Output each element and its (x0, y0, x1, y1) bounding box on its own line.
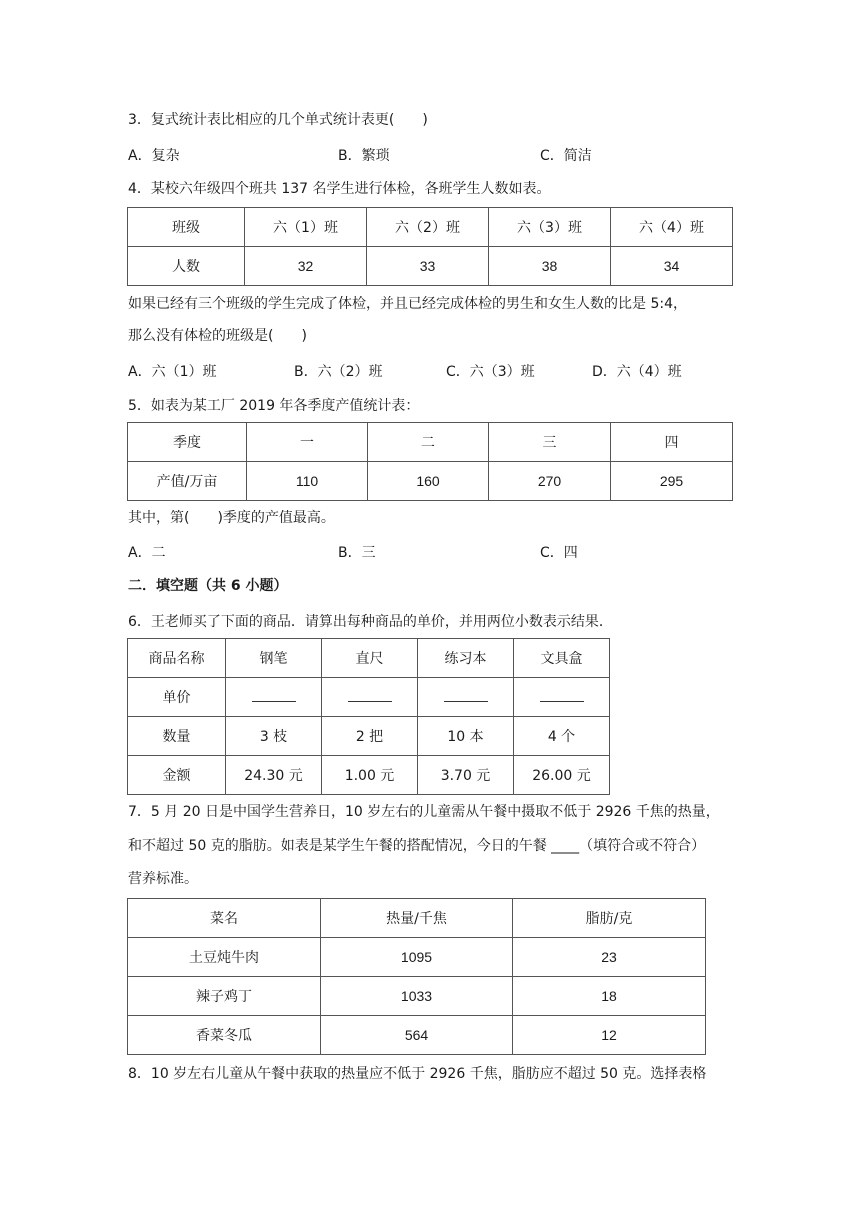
table-cell: 160 (368, 462, 489, 501)
table-cell: 3 枝 (226, 717, 322, 756)
q3-stem: 3．复式统计表比相应的几个单式统计表更( ) (128, 112, 428, 128)
table-cell: 金额 (128, 756, 226, 795)
table-header-cell: 六（1）班 (245, 208, 367, 247)
answer-blank[interactable] (418, 678, 514, 717)
q3-option-a: A．复杂 (128, 148, 180, 164)
table-cell: 32 (245, 247, 367, 286)
answer-blank[interactable] (226, 678, 322, 717)
table-header-cell: 二 (368, 423, 489, 462)
section-heading: 二．填空题（共 6 小题） (128, 578, 288, 594)
table-row (128, 977, 706, 1016)
table-header-cell: 文具盒 (514, 639, 610, 678)
table-cell: 1033 (321, 977, 513, 1016)
q5-text-1: 其中，第( )季度的产值最高。 (128, 510, 335, 526)
table-cell: 1095 (321, 938, 513, 977)
table-row (128, 208, 733, 247)
table-cell: 12 (513, 1016, 706, 1055)
q7-lunch-table (127, 898, 706, 1055)
table-row (128, 756, 610, 795)
table-header-cell: 一 (247, 423, 368, 462)
q4-option-b: B．六（2）班 (294, 364, 383, 380)
q3-option-b: B．繁琐 (338, 148, 390, 164)
table-cell: 34 (611, 247, 733, 286)
table-row (128, 423, 733, 462)
q4-option-a: A．六（1）班 (128, 364, 217, 380)
q4-text-1: 如果已经有三个班级的学生完成了体检，并且已经完成体检的男生和女生人数的比是 5:4， (128, 296, 687, 312)
answer-blank[interactable] (322, 678, 418, 717)
q8-line-1: 8．10 岁左右儿童从午餐中获取的热量应不低于 2926 千焦，脂肪应不超过 50 克。选择表格 (128, 1066, 707, 1082)
table-cell: 土豆炖牛肉 (128, 938, 321, 977)
table-header-cell: 直尺 (322, 639, 418, 678)
q6-stem: 6．王老师买了下面的商品．请算出每种商品的单价，并用两位小数表示结果． (128, 614, 613, 630)
table-header-cell: 钢笔 (226, 639, 322, 678)
table-header-cell: 商品名称 (128, 639, 226, 678)
table-row (128, 639, 610, 678)
table-header-cell: 六（4）班 (611, 208, 733, 247)
q7-line-2: 和不超过 50 克的脂肪。如表是某学生午餐的搭配情况，今日的午餐 ____（填符合或不符合） (128, 838, 706, 854)
q4-text-2: 那么没有体检的班级是( ) (128, 328, 307, 344)
table-cell: 18 (513, 977, 706, 1016)
table-cell: 数量 (128, 717, 226, 756)
table-cell: 3.70 元 (418, 756, 514, 795)
table-header-cell: 热量/千焦 (321, 899, 513, 938)
q4-option-c: C．六（3）班 (446, 364, 535, 380)
table-cell: 10 本 (418, 717, 514, 756)
q3-option-c: C．简洁 (540, 148, 592, 164)
table-cell: 23 (513, 938, 706, 977)
table-cell: 1.00 元 (322, 756, 418, 795)
q7-line-3: 营养标准。 (128, 871, 198, 887)
table-header-cell: 季度 (128, 423, 247, 462)
table-cell: 564 (321, 1016, 513, 1055)
q5-stem: 5．如表为某工厂 2019 年各季度产值统计表： (128, 398, 420, 414)
table-header-cell: 六（2）班 (367, 208, 489, 247)
table-header-cell: 班级 (128, 208, 245, 247)
table-header-cell: 练习本 (418, 639, 514, 678)
q4-stem: 4．某校六年级四个班共 137 名学生进行体检，各班学生人数如表。 (128, 181, 551, 197)
table-cell: 产值/万亩 (128, 462, 247, 501)
table-header-cell: 六（3）班 (489, 208, 611, 247)
table-cell: 2 把 (322, 717, 418, 756)
table-cell: 24.30 元 (226, 756, 322, 795)
table-row (128, 899, 706, 938)
table-row (128, 462, 733, 501)
table-header-cell: 三 (489, 423, 611, 462)
table-row (128, 247, 733, 286)
table-cell: 辣子鸡丁 (128, 977, 321, 1016)
q5-output-table (127, 422, 733, 501)
table-cell: 33 (367, 247, 489, 286)
table-row (128, 938, 706, 977)
q5-option-c: C．四 (540, 545, 578, 561)
table-cell: 26.00 元 (514, 756, 610, 795)
answer-blank[interactable] (514, 678, 610, 717)
table-cell: 38 (489, 247, 611, 286)
table-header-cell: 四 (611, 423, 733, 462)
table-header-cell: 菜名 (128, 899, 321, 938)
table-row (128, 717, 610, 756)
table-row (128, 678, 610, 717)
q5-option-a: A．二 (128, 545, 166, 561)
q4-option-d: D．六（4）班 (592, 364, 682, 380)
table-cell: 香菜冬瓜 (128, 1016, 321, 1055)
table-cell: 4 个 (514, 717, 610, 756)
q7-line-1: 7．5 月 20 日是中国学生营养日，10 岁左右的儿童需从午餐中摄取不低于 2926 千焦的热量， (128, 804, 720, 820)
table-cell: 110 (247, 462, 368, 501)
table-row (128, 1016, 706, 1055)
table-cell: 人数 (128, 247, 245, 286)
q4-class-table (127, 207, 733, 286)
table-cell: 295 (611, 462, 733, 501)
table-cell: 270 (489, 462, 611, 501)
table-header-cell: 脂肪/克 (513, 899, 706, 938)
q6-goods-table (127, 638, 610, 795)
q5-option-b: B．三 (338, 545, 376, 561)
table-cell: 单价 (128, 678, 226, 717)
